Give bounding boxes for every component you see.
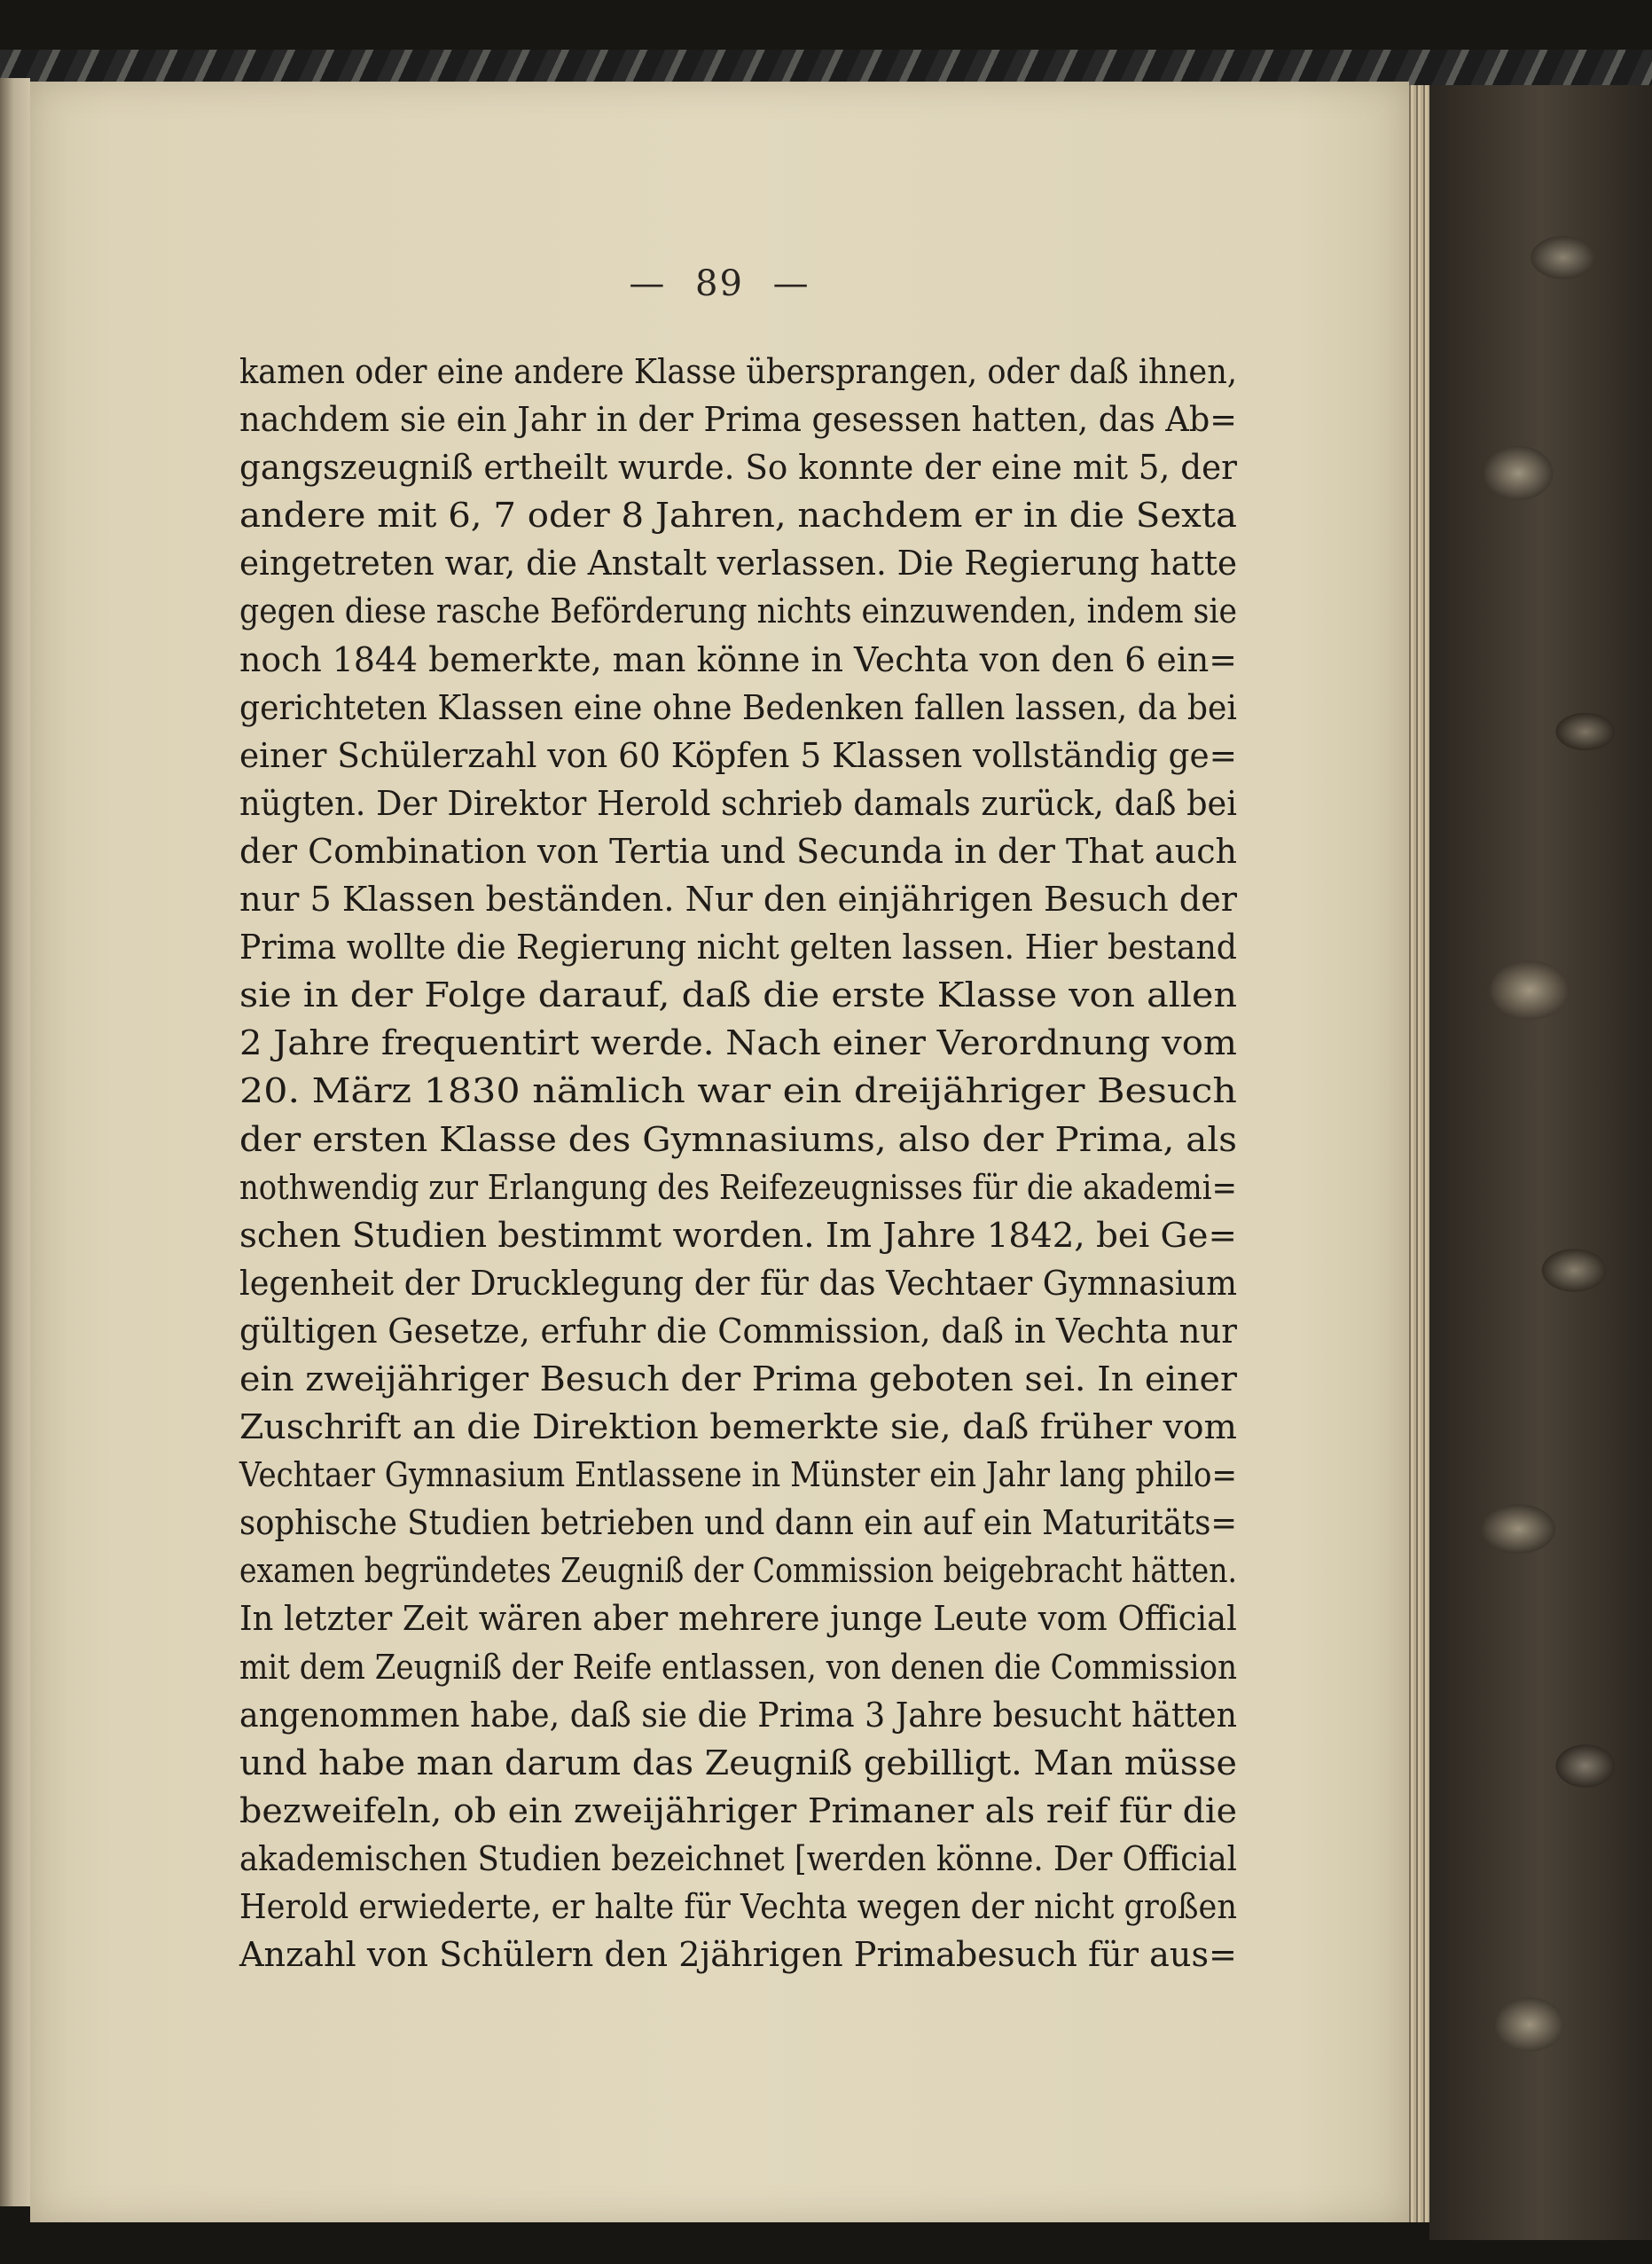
text-line: [239, 1019, 1237, 1067]
text-line: [239, 1547, 1237, 1594]
text-line: [239, 1307, 1237, 1355]
text-line-content: angenommen habe, daß sie die Prima 3 Jahre besucht hätten: [239, 1695, 1237, 1735]
text-line-content: ein zweijähriger Besuch der Prima geboten sei. In einer: [239, 1359, 1237, 1398]
text-line: [239, 1451, 1237, 1499]
text-line: [239, 732, 1237, 779]
text-line: [239, 348, 1237, 396]
text-line: [239, 396, 1237, 443]
text-line-content: Anzahl von Schülern den 2jährigen Primabesuch für aus=: [239, 1935, 1237, 1975]
text-line: [239, 1691, 1237, 1739]
text-line-content: 2 Jahre frequentirt werde. Nach einer Verordnung vom: [239, 1023, 1237, 1063]
text-line-content: bezweifeln, ob ein zweijähriger Primaner als reif für die: [239, 1790, 1237, 1830]
page-number-dash-right: —: [772, 263, 810, 304]
text-line: [239, 684, 1237, 732]
text-line-content: Zuschrift an die Direktion bemerkte sie, daß früher vom: [239, 1407, 1238, 1447]
text-line: [239, 636, 1237, 684]
text-line-content: nachdem sie ein Jahr in der Prima gesessen hatten, das Ab=: [239, 400, 1237, 440]
text-line-content: schen Studien bestimmt worden. Im Jahre 1842, bei Ge=: [239, 1215, 1237, 1255]
text-line: [239, 1594, 1237, 1642]
text-line: [239, 1116, 1237, 1163]
text-line-content: der Combination von Tertia und Secunda in der That auch: [239, 831, 1238, 871]
book-binding-top: [0, 50, 1652, 85]
text-line: [239, 827, 1237, 875]
text-line-content: sie in der Folge darauf, daß die erste Klasse von allen: [239, 975, 1238, 1015]
text-line: [239, 1211, 1237, 1259]
text-line: [239, 1259, 1237, 1307]
text-line: [239, 971, 1237, 1019]
text-line: [239, 443, 1237, 491]
text-line-content: und habe man darum das Zeugniß gebilligt. Man müsse: [239, 1743, 1238, 1782]
text-line-content: akademischen Studien bezeichnet [werden könne. Der Official: [239, 1838, 1237, 1878]
text-line-content: gültigen Gesetze, erfuhr die Commission, daß in Vechta nur: [239, 1311, 1237, 1351]
previous-page-edge: [0, 78, 30, 2206]
text-line-content: Vechtaer Gymnasium Entlassene in Münster ein Jahr lang philo=: [239, 1455, 1238, 1495]
text-line-content: nügten. Der Direktor Herold schrieb damals zurück, daß bei: [239, 783, 1237, 823]
text-line-content: gerichteten Klassen eine ohne Bedenken fallen lassen, da bei: [239, 687, 1237, 727]
page-number-header: [30, 263, 1409, 304]
text-line-content: der ersten Klasse des Gymnasiums, also der Prima, als: [239, 1119, 1238, 1159]
text-line: [239, 1739, 1237, 1787]
text-line-content: nothwendig zur Erlangung des Reifezeugnisses für die akademi=: [239, 1167, 1237, 1207]
text-line: [239, 875, 1237, 923]
text-line: [239, 1067, 1237, 1115]
text-line: [239, 587, 1237, 635]
text-line-content: gangszeugniß ertheilt wurde. So konnte der eine mit 5, der: [239, 448, 1237, 488]
text-line-content: examen begründetes Zeugniß der Commission beigebracht hätten.: [239, 1551, 1238, 1591]
text-line: [239, 1499, 1237, 1547]
text-line-content: 20. März 1830 nämlich war ein dreijähriger Besuch: [239, 1071, 1237, 1111]
text-line: [239, 1163, 1237, 1211]
page-number-dash-left: —: [629, 263, 667, 304]
text-line-content: legenheit der Drucklegung der für das Vechtaer Gymnasium: [239, 1263, 1238, 1303]
text-line-content: In letzter Zeit wären aber mehrere junge Leute vom Official: [239, 1599, 1237, 1639]
text-line-content: sophische Studien betrieben und dann ein auf ein Maturitäts=: [239, 1503, 1238, 1543]
text-line: [239, 1787, 1237, 1835]
text-line: [239, 923, 1237, 971]
text-line-content: nur 5 Klassen beständen. Nur den einjährigen Besuch der: [239, 880, 1238, 920]
text-line-content: Herold erwiederte, er halte für Vechta wegen der nicht großen: [239, 1887, 1237, 1926]
text-line-content: kamen oder eine andere Klasse übersprangen, oder daß ihnen,: [239, 352, 1238, 391]
marbled-cover-edge: [1429, 85, 1652, 2240]
text-line: [239, 1643, 1237, 1691]
text-line: [239, 1355, 1237, 1403]
text-line-content: gegen diese rasche Beförderung nichts einzuwenden, indem sie: [239, 591, 1238, 631]
text-line: [239, 1835, 1237, 1883]
book-page: [30, 82, 1409, 2222]
text-line-content: mit dem Zeugniß der Reife entlassen, von denen die Commission: [239, 1647, 1238, 1687]
text-line: [239, 779, 1237, 827]
text-line-content: Prima wollte die Regierung nicht gelten lassen. Hier bestand: [239, 928, 1237, 967]
text-line-content: eingetreten war, die Anstalt verlassen. Die Regierung hatte: [239, 544, 1238, 584]
text-line-content: einer Schülerzahl von 60 Köpfen 5 Klassen vollständig ge=: [239, 735, 1238, 775]
text-line: [239, 1931, 1237, 1978]
text-line: [239, 491, 1237, 539]
text-line: [239, 1403, 1237, 1451]
page-number: 89: [695, 263, 744, 304]
body-text: [239, 348, 1237, 1978]
text-line: [239, 539, 1237, 587]
text-line: [239, 1883, 1237, 1931]
text-line-content: noch 1844 bemerkte, man könne in Vechta von den 6 ein=: [239, 639, 1237, 679]
text-line-content: andere mit 6, 7 oder 8 Jahren, nachdem er in die Sexta: [239, 496, 1237, 536]
